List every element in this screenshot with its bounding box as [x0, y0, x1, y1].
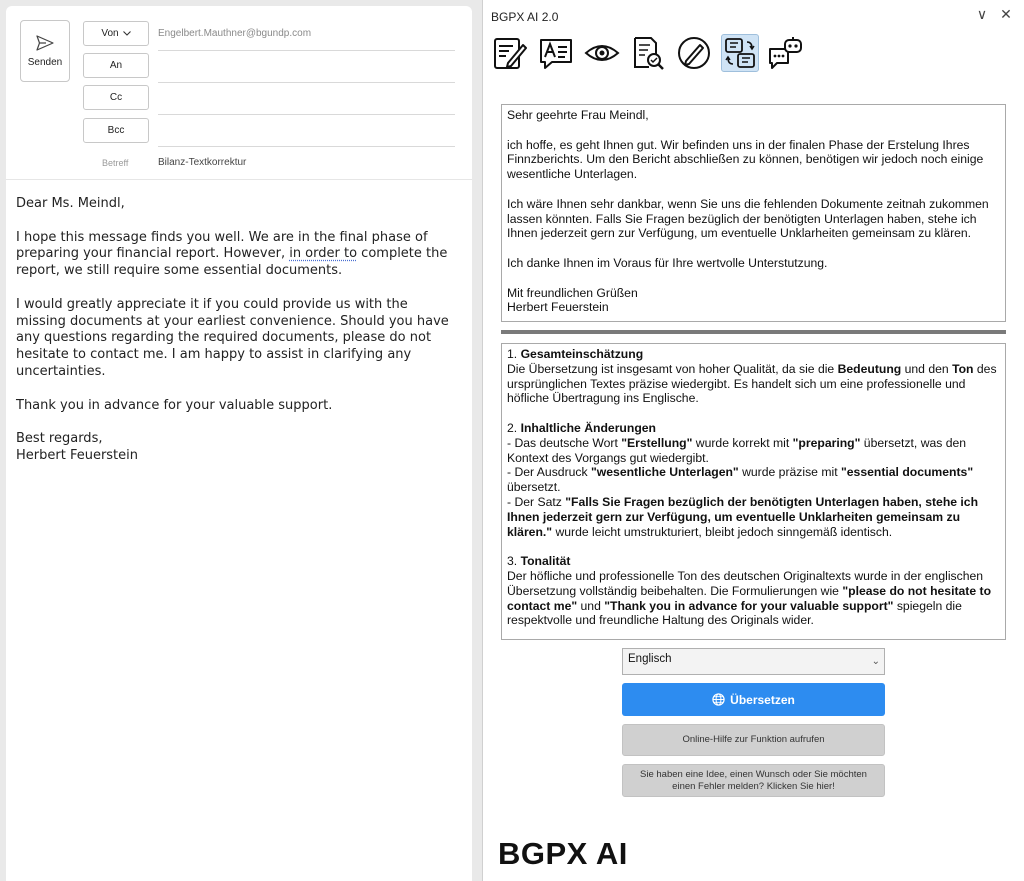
- body-paragraph-1: I hope this message finds you well. We are in the final phase of preparing your financial report. However, in order to complete the report, we still require some essential documents.: [16, 229, 448, 279]
- bcc-field[interactable]: [158, 146, 455, 147]
- translate-button[interactable]: [622, 683, 885, 716]
- tool-translate[interactable]: [721, 34, 759, 72]
- feedback-button-label: Sie haben eine Idee, einen Wunsch oder Sie möchten einen Fehler melden? Klicken Sie hier!: [640, 769, 867, 792]
- header-divider: [6, 179, 472, 180]
- send-label: Senden: [27, 56, 63, 68]
- tool-chat[interactable]: [767, 34, 805, 72]
- mail-compose-window: [6, 6, 472, 881]
- bcc-button[interactable]: [83, 118, 149, 143]
- globe-icon: [712, 693, 725, 706]
- analysis-section-3-title: 3. Tonalität: [507, 554, 571, 569]
- source-paragraph-2: Ich wäre Ihnen sehr dankbar, wenn Sie uns die fehlenden Dokumente zeitnah zukommen lassen könnten. Falls Sie Fragen bezüglich der benötigten Unterlagen haben, stehe ich Ihnen jederzeit gern zur Verfügung, um eventuelle Unklarheiten gemeinsam zu klären.: [507, 196, 989, 241]
- grammar-suggestion[interactable]: in order to: [289, 246, 358, 262]
- edit-icon: [492, 35, 528, 71]
- body-paragraph-3: Thank you in advance for your valuable support.: [16, 397, 333, 413]
- source-salutation: Sehr geehrte Frau Meindl,: [507, 108, 649, 122]
- bcc-label: Bcc: [107, 125, 125, 136]
- ai-text-icon: [538, 35, 574, 71]
- analysis-section-2-title: 2. Inhaltliche Änderungen: [507, 420, 656, 435]
- analysis-bullet-2: - Der Ausdruck "wesentliche Unterlagen" wurde präzise mit "essential documents" übersetzt.: [507, 465, 974, 495]
- from-underline: [158, 50, 455, 51]
- eye-icon: [584, 35, 620, 71]
- analysis-bullet-1: - Das deutsche Wort "Erstellung" wurde korrekt mit "preparing" übersetzt, was den Kontext des Vorgangs gut wiedergibt.: [507, 435, 967, 465]
- tool-edit[interactable]: [491, 34, 529, 72]
- subject-input[interactable]: Bilanz-Textkorrektur: [158, 157, 247, 168]
- analysis-box[interactable]: [501, 343, 1006, 640]
- tool-review[interactable]: [583, 34, 621, 72]
- from-label: Von: [101, 28, 119, 39]
- analysis-bullet-3: - Der Satz "Falls Sie Fragen bezüglich der benötigten Unterlagen haben, stehe ich Ihnen jederzeit gern zur Verfügung, um eventuelle Unklarheiten gemeinsam zu klären." wurde leicht umstrukturiert, bleibt jedoch sinngemäß identisch.: [507, 494, 979, 539]
- body-greeting: Dear Ms. Meindl,: [16, 196, 125, 211]
- help-button[interactable]: [622, 724, 885, 756]
- help-button-label: Online-Hilfe zur Funktion aufrufen: [682, 734, 825, 746]
- to-field[interactable]: [158, 82, 455, 83]
- source-signature: Herbert Feuerstein: [507, 300, 609, 315]
- analysis-section-1-title: 1. Gesamteinschätzung: [507, 347, 644, 361]
- brand-logo: BGPX AI: [498, 836, 628, 871]
- translate-button-label: Übersetzen: [730, 692, 795, 707]
- tool-bar: [491, 34, 805, 72]
- language-select[interactable]: [622, 648, 885, 675]
- to-button[interactable]: [83, 53, 149, 78]
- from-address: Engelbert.Mauthner@bgundp.com: [158, 28, 312, 39]
- tool-proofread[interactable]: [675, 34, 713, 72]
- source-text-box[interactable]: [501, 104, 1006, 322]
- body-paragraph-2: I would greatly appreciate it if you could provide us with the missing documents at your earliest convenience. Should you have any questions regarding the required documents, please do not hesitate to contact me. I am happy to assist in clarifying any uncertainties.: [16, 296, 449, 379]
- translate-icon: [723, 36, 757, 70]
- cc-button[interactable]: [83, 85, 149, 110]
- feedback-button[interactable]: [622, 764, 885, 797]
- tool-ai-text[interactable]: [537, 34, 575, 72]
- send-button[interactable]: [20, 20, 70, 82]
- from-button[interactable]: [83, 21, 149, 46]
- source-paragraph-3: Ich danke Ihnen im Voraus für Ihre wertvolle Unterstutzung.: [507, 255, 828, 270]
- cc-field[interactable]: [158, 114, 455, 115]
- source-paragraph-1: ich hoffe, es geht Ihnen gut. Wir befinden uns in der finalen Phase der Erstelung Ihres Finnzberichts. Um den Bericht abschließen zu können, benötigen wir jedoch noch einige wesentliche Unterlagen.: [507, 137, 984, 182]
- source-closing: Mit freundlichen Grüßen: [507, 285, 638, 300]
- document-search-icon: [630, 35, 666, 71]
- pane-title: BGPX AI 2.0: [491, 10, 559, 24]
- analysis-section-3-text: Der höfliche und professionelle Ton des deutschen Originaltexts wurde in der englischen Übersetzung vollständig beibehalten. Die Formulierungen wie "please do not hesitate to contact me" und "Thank you in advance for your valuable support" spiegeln die respektvolle und freundliche Haltung des Originals wider.: [507, 568, 992, 628]
- message-body[interactable]: [16, 196, 456, 465]
- chat-bot-icon: [768, 35, 804, 71]
- body-closing: Best regards,: [16, 431, 103, 447]
- tool-check-document[interactable]: [629, 34, 667, 72]
- subject-label: Betreff: [102, 158, 129, 168]
- pane-splitter[interactable]: [501, 330, 1006, 334]
- chevron-down-icon: ⌄: [871, 656, 880, 667]
- body-signature: Herbert Feuerstein: [16, 447, 139, 463]
- addin-pane: [482, 0, 1024, 881]
- cc-label: Cc: [109, 92, 123, 103]
- collapse-icon[interactable]: ∨: [976, 6, 988, 22]
- analysis-section-1-text: Die Übersetzung ist insgesamt von hoher Qualität, da sie die Bedeutung und den Ton des ursprünglichen Textes präzise wiedergibt. Es handelt sich um eine professionelle und höfliche Übertragung ins Englische.: [507, 361, 997, 406]
- check-pen-icon: [676, 35, 712, 71]
- language-select-value: Englisch: [628, 653, 672, 665]
- to-label: An: [109, 60, 123, 71]
- close-icon[interactable]: ✕: [1000, 6, 1012, 22]
- chevron-down-icon: [123, 31, 131, 36]
- send-icon: [36, 35, 54, 51]
